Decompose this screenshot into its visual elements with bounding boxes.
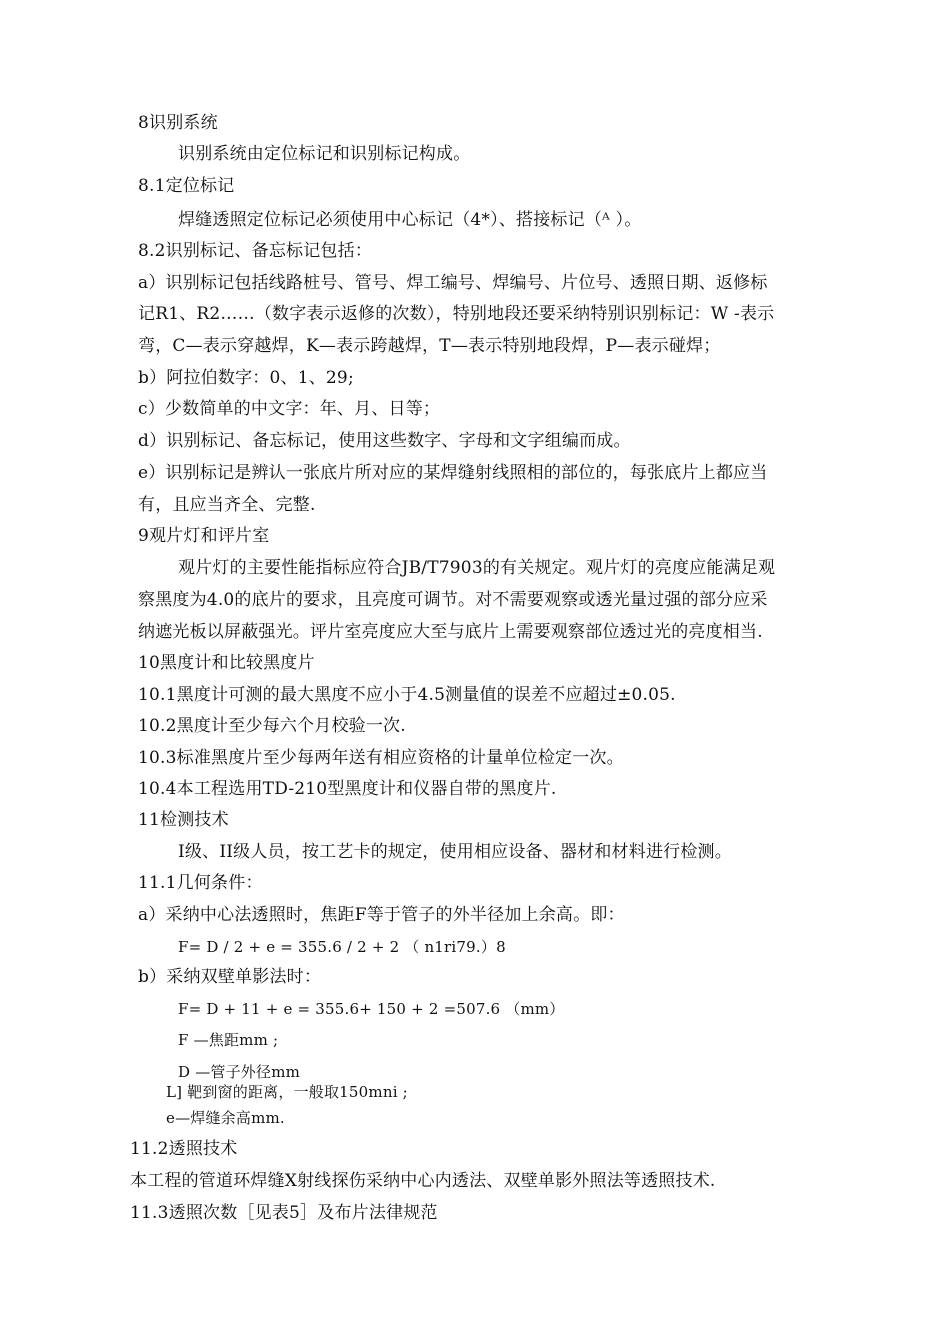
list-item-d: d）识别标记、备忘标记，使用这些数字、字母和文字组编而成。 — [138, 431, 631, 451]
list-item-b: b）采纳双壁单影法时： — [138, 967, 322, 987]
paragraph-line: 本工程的管道环焊缝X射线探伤采纳中心内透法、双壁单影外照法等透照技术. — [130, 1171, 716, 1191]
section-heading-9: 9观片灯和评片室 — [138, 526, 270, 546]
section-heading-8: 8识别系统 — [138, 113, 218, 133]
paragraph-line: 识别系统由定位标记和识别标记构成。 — [178, 144, 471, 164]
paragraph-line: I级、II级人员，按工艺卡的规定，使用相应设备、器材和材料进行检测。 — [178, 842, 732, 862]
list-item-a-cont: 记R1、R2……（数字表示返修的次数），特别地段还要采纳特别识别标记：W -表示 — [138, 304, 775, 324]
list-item-b: b）阿拉伯数字：0、1、29; — [138, 368, 354, 388]
list-item-e-cont: 有，且应当齐全、完整. — [138, 495, 316, 515]
paragraph-line: 观片灯的主要性能指标应符合JB/T7903的有关规定。观片灯的亮度应能满足观 — [178, 558, 776, 578]
formula-line: F= D + 11 + e = 355.6+ 150 + 2 =507.6 （mm） — [178, 1000, 565, 1018]
section-heading-11-2: 11.2透照技术 — [130, 1139, 238, 1159]
section-heading-11-1: 11.1几何条件： — [138, 873, 263, 893]
section-heading-10: 10黑度计和比较黑度片 — [138, 653, 315, 673]
list-item-c: c）少数简单的中文字：年、月、日等； — [138, 399, 441, 419]
section-heading-8-2: 8.2识别标记、备忘标记包括： — [138, 241, 373, 261]
definition-line: D —管子外径mm — [178, 1063, 301, 1081]
paragraph-line: 焊缝透照定位标记必须使用中心标记（4*）、搭接标记（ᴬ ）。 — [178, 210, 642, 230]
section-heading-11-3: 11.3透照次数［见表5］及布片法律规范 — [130, 1203, 438, 1223]
section-heading-11: 11检测技术 — [138, 810, 229, 830]
list-item-a: a）采纳中心法透照时，焦距F等于管子的外半径加上余高。即： — [138, 905, 625, 925]
definition-line: e—焊缝余高mm. — [166, 1109, 285, 1127]
item-10-3: 10.3标准黑度片至少每两年送有相应资格的计量单位检定一次。 — [138, 748, 624, 768]
section-heading-8-1: 8.1定位标记 — [138, 176, 235, 196]
definition-line: F —焦距mm ; — [178, 1031, 279, 1049]
list-item-e: e）识别标记是辨认一张底片所对应的某焊缝射线照相的部位的，每张底片上都应当 — [138, 463, 768, 483]
definition-line: L] 靶到窗的距离，一般取150mni ; — [166, 1083, 408, 1101]
formula-line: F= D / 2 + e = 355.6 / 2 + 2 （ n1ri79.）8 — [178, 938, 506, 956]
paragraph-line: 察黑度为4.0的底片的要求，且亮度可调节。对不需要观察或透光量过强的部分应采 — [138, 590, 768, 610]
item-10-1: 10.1黑度计可测的最大黑度不应小于4.5测量值的误差不应超过±0.05. — [138, 685, 676, 705]
item-10-2: 10.2黑度计至少每六个月校验一次. — [138, 716, 406, 736]
list-item-a: a）识别标记包括线路桩号、管号、焊工编号、焊编号、片位号、透照日期、返修标 — [138, 273, 768, 293]
paragraph-line: 纳遮光板以屏蔽强光。评片室亮度应大至与底片上需要观察部位透过光的亮度相当. — [138, 622, 763, 642]
item-10-4: 10.4本工程选用TD-210型黑度计和仪器自带的黑度片. — [138, 779, 557, 799]
list-item-a-cont: 弯，C—表示穿越焊，K—表示跨越焊，T—表示特别地段焊，P—表示碰焊； — [138, 336, 721, 356]
